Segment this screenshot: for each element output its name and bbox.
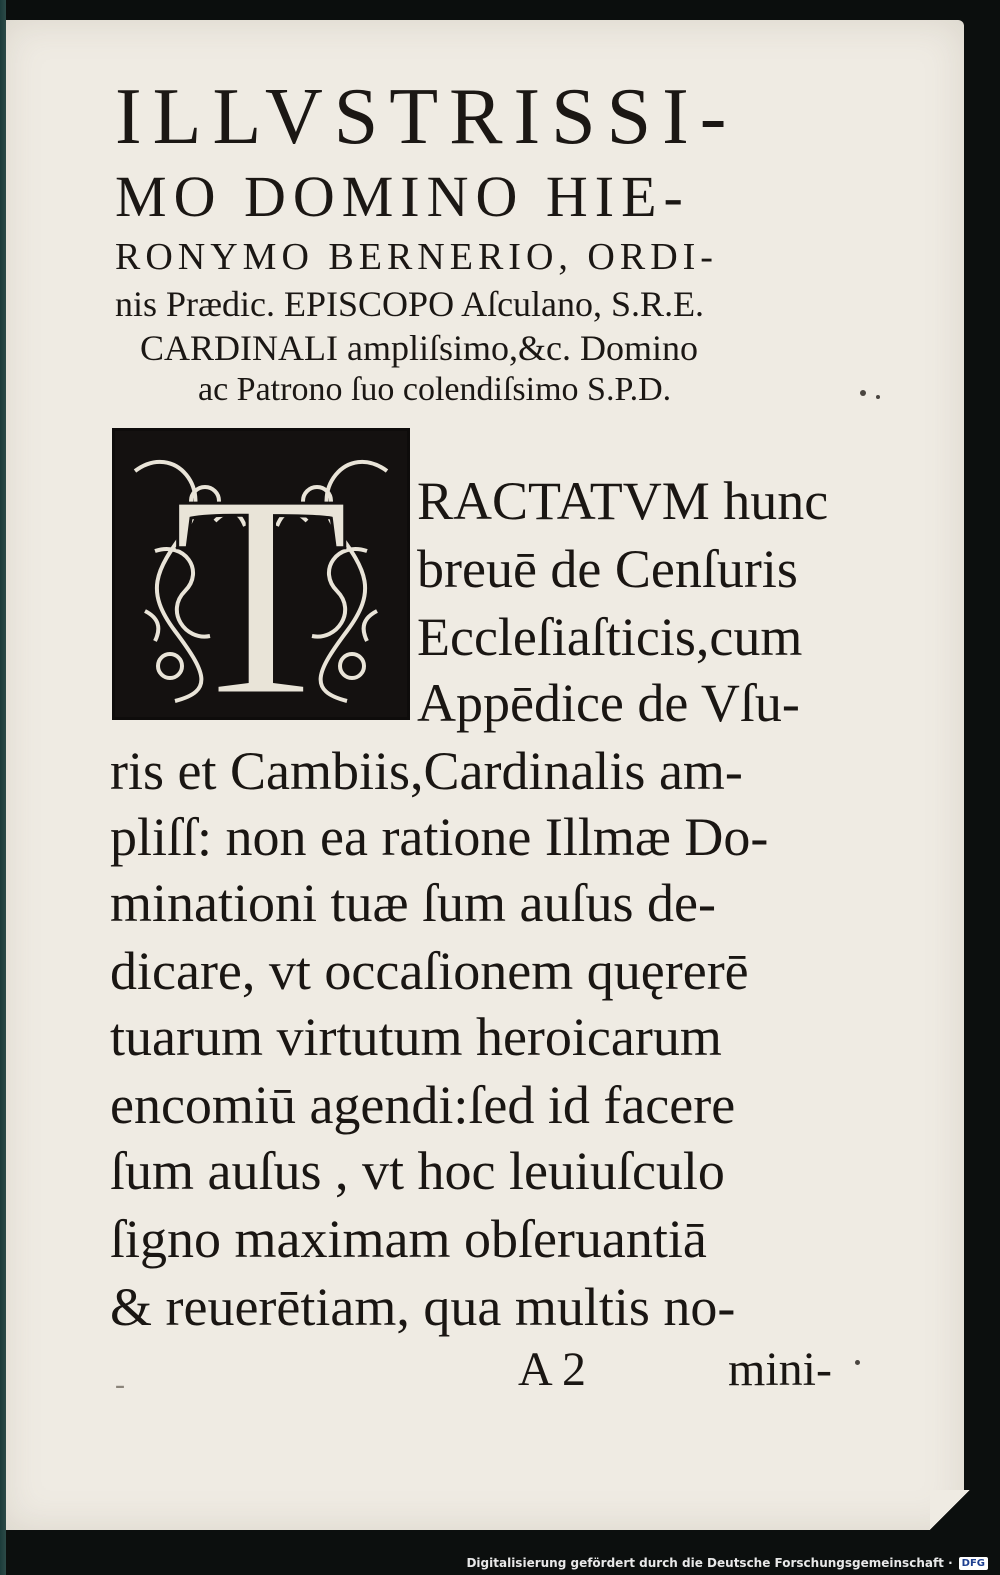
ink-speck (876, 395, 880, 399)
dfg-logo: DFG (959, 1557, 988, 1570)
digitization-footer (466, 1553, 988, 1573)
page-corner (930, 1490, 970, 1530)
heading-line-1: ILLVSTRISSI- (115, 73, 738, 161)
text-line-7: minationi tuæ ſum auſus de- (110, 873, 716, 933)
decorated-initial-t (112, 428, 410, 720)
text-line-4: Appēdice de Vſu- (417, 673, 800, 733)
text-line-9: tuarum virtutum heroicarum (110, 1007, 722, 1067)
floral-ornament-icon (115, 431, 407, 717)
margin-mark: - (115, 1368, 125, 1401)
ink-speck (860, 390, 866, 396)
heading-line-4: nis Prædic. EPISCOPO Aſculano, S.R.E. (115, 284, 705, 324)
heading-line-3: RONYMO BERNERIO, ORDI- (115, 236, 718, 278)
text-line-12: ſigno maximam obſeruantiā (110, 1209, 707, 1269)
signature-mark: A 2 (518, 1343, 587, 1396)
heading-line-5: CARDINALI ampliſsimo,&c. Domino (140, 328, 698, 368)
text-line-13: & reuerētiam, qua multis no- (110, 1277, 736, 1337)
footer-credit: Digitalisierung gefördert durch die Deutsche Forschungsgemeinschaft · (466, 1556, 953, 1570)
scan-top-edge (0, 0, 1000, 20)
text-line-5: ris et Cambiis,Cardinalis am- (110, 741, 743, 801)
text-line-10: encomiū agendi:ſed id facere (110, 1075, 736, 1135)
text-line-1: RACTATVM hunc (417, 471, 829, 531)
ink-speck (855, 1360, 860, 1365)
book-binding-edge (0, 0, 6, 1575)
heading-line-6: ac Patrono ſuo colendiſsimo S.P.D. (198, 371, 672, 408)
text-line-6: pliſſ: non ea ratione Illmæ Do- (110, 807, 769, 867)
catchword: mini- (728, 1343, 832, 1396)
heading-line-2: MO DOMINO HIE- (115, 164, 690, 229)
text-line-2: breuē de Cenſuris (417, 539, 798, 599)
text-line-3: Eccleſiaſticis,cum (417, 607, 803, 667)
text-line-11: ſum auſus , vt hoc leuiuſculo (110, 1141, 725, 1201)
svg-text:T: T (172, 435, 350, 717)
text-line-8: dicare, vt occaſionem quęrerē (110, 941, 749, 1001)
